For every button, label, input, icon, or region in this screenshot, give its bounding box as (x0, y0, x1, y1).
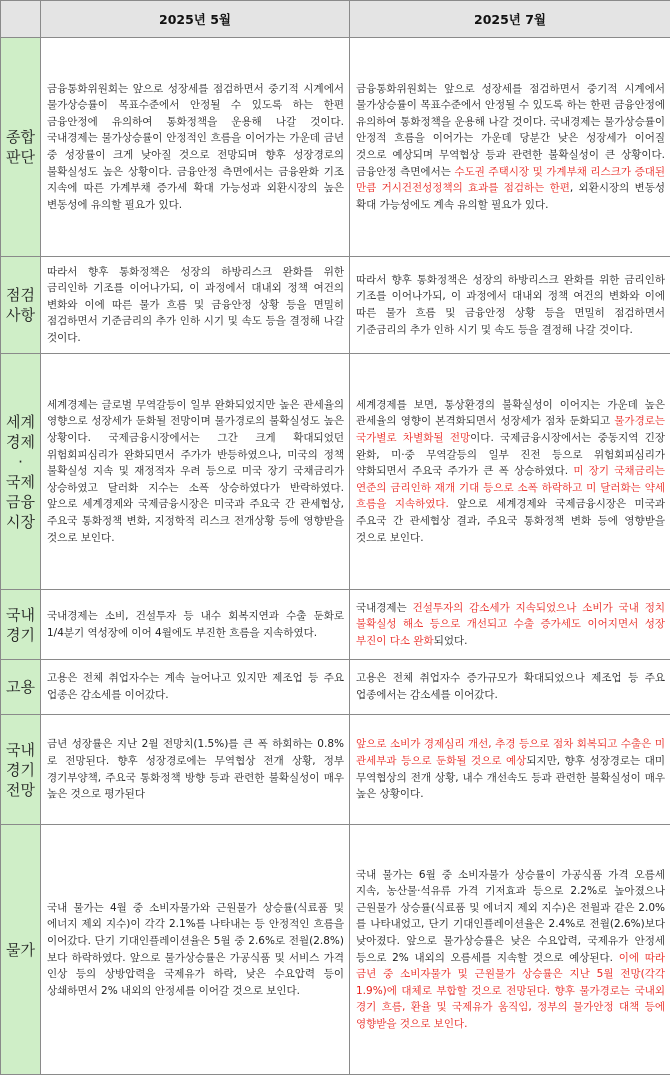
highlight-change: 건설투자의 감소세가 지속되었으나 소비가 국내 정치 불확실성 해소 등으로 개선되고 수출 증가세도 이어지면서 성장 부진이 다소 완화 (356, 601, 665, 647)
may-prices: 국내 물가는 4월 중 소비자물가와 근원물가 상승률(식료품 및 에너지 제외 지수)이 각각 2.1%를 나타내는 등 안정적인 흐름을 이어갔다. 단기 기대인플레이션율은 5월 중 2.6%로 전월(2.8%)보다 하락하였다. 앞으로 물가상승률은 가공식품 및 서비스 가격 인상 등의 상방압력을 국제유가 하락, 낮은 수요압력 등이 상쇄하면서 2% 내외의 안정세를 이어갈 것으로 보인다. (41, 825, 350, 1075)
july-domestic-economy: 국내경제는 건설투자의 감소세가 지속되었으나 소비가 국내 정치 불확실성 해소 등으로 개선되고 수출 증가세도 이어지면서 성장 부진이 다소 완화되었다. (350, 590, 670, 660)
row-label-check-items: 점검 사항 (1, 257, 41, 354)
may-outlook: 금년 성장률은 지난 2월 전망치(1.5%)를 큰 폭 하회하는 0.8%로 전망된다. 향후 성장경로에는 무역협상 전개 상황, 정부 경기부양책, 주요국 통화정책 방향 등과 관련한 불확실성이 매우 높은 것으로 평가된다 (41, 715, 350, 825)
row-check-items (1, 257, 670, 354)
highlight-change: 수도권 주택시장 및 가계부채 리스크가 증대된 만큼 거시건전성정책의 효과를 점검하는 한편 (356, 165, 666, 195)
row-label-outlook: 국내 경기 전망 (1, 715, 41, 825)
july-outlook: 앞으로 소비가 경제심리 개선, 추경 등으로 점차 회복되고 수출은 미 관세부과 등으로 둔화될 것으로 예상되지만, 향후 성장경로는 대미 무역협상의 전개 상황, 내수 개선속도 등과 관련한 불확실성이 매우 높은 상황이다. (350, 715, 670, 825)
row-employment (1, 660, 670, 715)
row-label-domestic-economy: 국내 경기 (1, 590, 41, 660)
row-domestic-economy (1, 590, 670, 660)
july-prices: 국내 물가는 6월 중 소비자물가 상승률이 가공식품 가격 오름세 지속, 농산물·석유류 가격 기저효과 등으로 2.2%로 높아졌으나 근원물가 상승률(식료품 및 에너지 제외 지수)은 전월과 같은 2.0%를 나타내었고, 단기 기대인플레이션율은 2.4%로 전월(2.6%)보다 낮아졌다. 앞으로 물가상승률은 낮은 수요압력, 국제유가 안정세 등으로 2% 내외의 오름세를 지속할 것으로 예상된다. 이에 따라 금년 중 소비자물가 및 근원물가 상승률은 지난 5월 전망(각각 1.9%)에 대체로 부합할 것으로 전망된다. 향후 물가경로는 국내외 경기 흐름, 환율 및 국제유가 움직임, 정부의 물가안정 대책 등에 영향받을 것으로 보인다. (350, 825, 670, 1075)
row-world-economy (1, 354, 670, 590)
july-world-economy: 세계경제를 보면, 통상환경의 불확실성이 이어지는 가운데 높은 관세율의 영향이 본격화되면서 성장세가 점차 둔화되고 물가경로는 국가별로 차별화될 전망이다. 국제금융시장에서는 중동지역 긴장 완화, 미·중 무역갈등의 일부 진전 등으로 위험회피심리가 약화되면서 주요국 주가가 큰 폭 상승하였다. 미 장기 국채금리는 연준의 금리인하 재개 기대 등으로 소폭 하락하고 미 달러화는 약세 흐름을 지속하였다. 앞으로 세계경제와 국제금융시장은 미국과 주요국 간 관세협상 결과, 주요국 통화정책 변화 등에 영향받을 것으로 보인다. (350, 354, 670, 590)
july-overall-judgment: 금융통화위원회는 앞으로 성장세를 점검하면서 중기적 시계에서 물가상승률이 목표수준에서 안정될 수 있도록 하는 한편 금융안정에 유의하여 통화정책을 운용해 나갈 것이다. 국내경제는 물가상승률이 안정적 흐름을 이어가는 가운데 당분간 낮은 성장세가 이어질 것으로 예상되며 무역협상 등과 관련한 불확실성이 큰 상황이다. 금융안정 측면에서는 수도권 주택시장 및 가계부채 리스크가 증대된 만큼 거시건전성정책의 효과를 점검하는 한편, 외환시장의 변동성 확대 가능성에도 계속 유의할 필요가 있다. (350, 38, 670, 257)
july-employment: 고용은 전체 취업자수 증가규모가 확대되었으나 제조업 등 주요 업종에서는 감소세를 이어갔다. (350, 660, 670, 715)
highlight-change: 미 장기 국채금리는 연준의 금리인하 재개 기대 등으로 소폭 하락하고 미 달러화는 약세 흐름을 지속하였다. (356, 465, 666, 511)
row-overall-judgment (1, 38, 670, 257)
july-check-items: 따라서 향후 통화정책은 성장의 하방리스크 완화를 위한 금리인하 기조를 이어나가되, 이 과정에서 대내외 정책 여건의 변화와 이에 따른 물가 흐름 및 금융안정 상황 등을 면밀히 점검하면서 기준금리의 추가 인하 시기 및 속도 등을 결정해 나갈 것이다. (350, 257, 670, 354)
row-prices (1, 825, 670, 1075)
header-corner (1, 1, 41, 38)
row-label-prices: 물가 (1, 825, 41, 1075)
may-overall-judgment: 금융통화위원회는 앞으로 성장세를 점검하면서 중기적 시계에서 물가상승률이 목표수준에서 안정될 수 있도록 하는 한편 금융안정에 유의하여 통화정책을 운용해 나갈 것이다. 국내경제는 물가상승률이 안정적인 흐름을 이어가는 가운데 금년 중 성장률이 크게 낮아질 것으로 전망되며 향후 성장경로의 불확실성도 높은 상황이다. 금융안정 측면에서는 금융완화 기조 지속에 따른 가계부채 증가세 확대 가능성과 외환시장의 높은 변동성에 유의할 필요가 있다. (41, 38, 350, 257)
row-label-employment: 고용 (1, 660, 41, 715)
highlight-change: 이에 따라 금년 중 소비자물가 및 근원물가 상승률은 지난 5월 전망(각각 1.9%)에 대체로 부합할 것으로 전망된다. 향후 물가경로는 국내외 경기 흐름, 환율 및 국제유가 움직임, 정부의 물가안정 대책 등에 영향받을 것으로 보인다. (356, 951, 666, 1030)
may-employment: 고용은 전체 취업자수는 계속 늘어나고 있지만 제조업 등 주요 업종은 감소세를 이어갔다. (41, 660, 350, 715)
row-label-world-economy: 세계 경제 · 국제 금융 시장 (1, 354, 41, 590)
highlight-change: 앞으로 소비가 경제심리 개선, 추경 등으로 점차 회복되고 수출은 미 관세부과 등으로 둔화될 것으로 예상 (356, 738, 665, 767)
header-row (1, 1, 670, 38)
header-july: 2025년 7월 (350, 1, 670, 38)
row-label-overall-judgment: 종합 판단 (1, 38, 41, 257)
header-may: 2025년 5월 (41, 1, 350, 38)
may-world-economy: 세계경제는 글로벌 무역갈등이 일부 완화되었지만 높은 관세율의 영향으로 성장세가 둔화될 전망이며 물가경로의 불확실성도 높은 상황이다. 국제금융시장에서는 그간 크게 확대되었던 위험회피심리가 완화되면서 주가가 반등하였으나, 미국의 정책 불확실성 지속 및 재정적자 우려 등으로 미국 장기 국채금리가 상승하였고 달러화 지수는 소폭 상승하였다가 반락하였다. 앞으로 세계경제와 국제금융시장은 미국과 주요국 간 관세협상, 주요국 통화정책 변화, 지정학적 리스크 전개상황 등에 영향받을 것으로 보인다. (41, 354, 350, 590)
may-check-items: 따라서 향후 통화정책은 성장의 하방리스크 완화를 위한 금리인하 기조를 이어나가되, 이 과정에서 대내외 정책 여건의 변화와 이에 따른 물가 흐름 및 금융안정 상황 등을 면밀히 점검하면서 기준금리의 추가 인하 시기 및 속도 등을 결정해 나갈 것이다. (41, 257, 350, 354)
highlight-change: 물가경로는 국가별로 차별화될 전망 (356, 415, 665, 445)
may-domestic-economy: 국내경제는 소비, 건설투자 등 내수 회복지연과 수출 둔화로 1/4분기 역성장에 이어 4월에도 부진한 흐름을 지속하였다. (41, 590, 350, 660)
row-outlook (1, 715, 670, 825)
